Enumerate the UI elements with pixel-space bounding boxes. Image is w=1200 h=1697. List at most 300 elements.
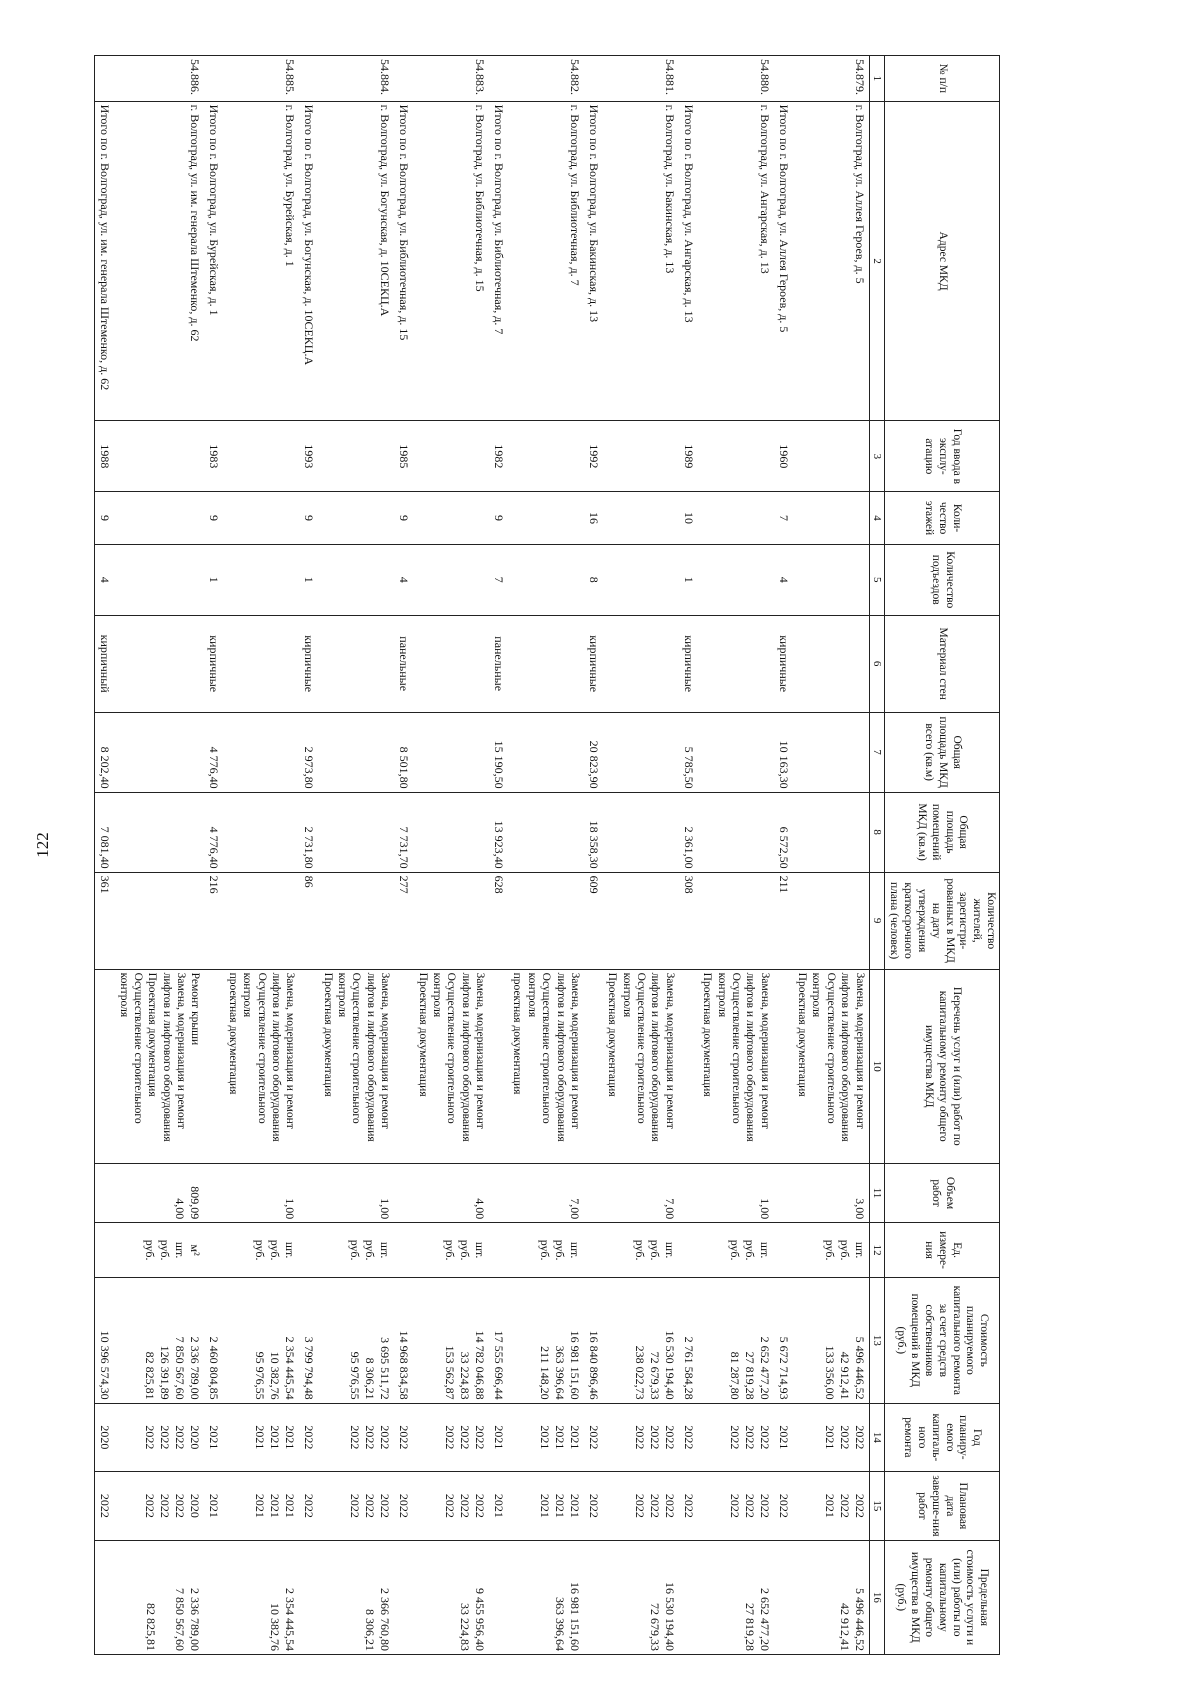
wall-material: [413, 615, 489, 712]
total-cost: 17 555 696,44: [489, 1278, 508, 1404]
work-cost-cell: [318, 1278, 394, 1404]
repair-year: 2022: [584, 1403, 603, 1472]
limit-cost-cell: [793, 1540, 869, 1654]
resident-count: [603, 872, 679, 969]
unit: [394, 1223, 413, 1278]
limit-cost: 82 825,81: [144, 1603, 159, 1651]
limit-cost: 8 306,21: [363, 1609, 378, 1651]
repair-year: 2022: [679, 1403, 698, 1472]
total-row: [299, 56, 318, 1655]
entrance-count: 1: [679, 544, 698, 615]
work-volume: [444, 1167, 458, 1219]
row-number: 54.883.: [413, 56, 489, 102]
building-address: г. Волгоград, ул. Ангарская, д. 13: [698, 101, 774, 421]
work-item: Проектная документация: [701, 972, 714, 1097]
work-volume-cell: [224, 1163, 300, 1222]
unit: шт.: [283, 1241, 298, 1259]
limit-cost: [679, 1540, 698, 1654]
work-cost: 211 148,20: [538, 1346, 552, 1400]
column-header: Плановая дата заверше-ния работ: [884, 1472, 999, 1541]
repair-year: 2022: [443, 1425, 458, 1450]
work-volume: [824, 1167, 838, 1219]
unit: руб.: [348, 1239, 363, 1261]
work-item: Замена, модернизация и ремонт лифтов и лифтового оборудования: [649, 972, 676, 1142]
limit-cost: [205, 1540, 224, 1654]
page-number: 122: [33, 832, 52, 858]
wall-material: кирпичный: [95, 615, 115, 712]
total-address: Итого по г. Волгоград, ул. Богунская, д. 10СЕКЦ.А: [299, 101, 318, 421]
commissioning-year: 1989: [679, 421, 698, 492]
building-row: [318, 56, 394, 1655]
limit-cost: [633, 1544, 647, 1651]
work-volume-cell: [114, 1163, 204, 1222]
resident-count: 277: [394, 872, 413, 969]
column-number: 11: [869, 1163, 884, 1222]
entrance-count: 1: [299, 544, 318, 615]
resident-count: [793, 872, 869, 969]
building-row: [114, 56, 204, 1655]
wall-material: кирпичные: [299, 615, 318, 712]
commissioning-year: [224, 421, 300, 492]
total-cost: 16 840 896,46: [584, 1278, 603, 1404]
limit-cost-cell: [224, 1540, 300, 1654]
total-row: [394, 56, 413, 1655]
repair-year: 2022: [757, 1425, 772, 1450]
repair-year: 2021: [553, 1425, 567, 1450]
work-volume: [268, 1167, 282, 1219]
completion-date: 2022: [378, 1493, 393, 1518]
completion-date: 2022: [632, 1493, 647, 1518]
building-address: г. Волгоград, ул. Аллея Героев, д. 5: [793, 101, 869, 421]
unit: [489, 1223, 508, 1278]
entrance-count: [318, 544, 394, 615]
commissioning-year: 1982: [489, 421, 508, 492]
building-row: [793, 56, 869, 1655]
unit: руб.: [742, 1239, 757, 1261]
limit-cost: [584, 1540, 603, 1654]
column-number: 15: [869, 1472, 884, 1541]
wall-material: [698, 615, 774, 712]
entrance-count: 8: [584, 544, 603, 615]
work-volume: [363, 1167, 377, 1219]
row-number: [394, 56, 413, 102]
limit-cost: 10 382,76: [268, 1603, 283, 1651]
total-address: Итого по г. Волгоград, ул. Бурейская, д. 1: [205, 101, 224, 421]
rooms-area: 2 361,00: [679, 792, 698, 872]
wall-material: [508, 615, 584, 712]
work-item: Ремонт крыши: [189, 972, 202, 1046]
completion-date: 2022: [647, 1493, 662, 1518]
rooms-area: [413, 792, 489, 872]
column-header: Стоимость планируемого капитального ремонта за счет средств собственников помещений в МКД (руб.): [884, 1278, 999, 1404]
column-header: Перечень услуг и (или) работ по капитальному ремонту общего имущества МКД: [884, 969, 999, 1163]
building-row: [224, 56, 300, 1655]
limit-cost: 2 366 760,80: [378, 1588, 393, 1651]
completion-date: 2022: [348, 1493, 363, 1518]
floor-count: 10: [679, 492, 698, 545]
floor-count: 9: [394, 492, 413, 545]
building-address: г. Волгоград, ул. Библиотечная, д. 15: [413, 101, 489, 421]
completion-date: 2022: [143, 1493, 158, 1518]
unit: руб.: [632, 1239, 647, 1261]
work-volume: [458, 1167, 472, 1219]
work-cost: 16 981 151,60: [568, 1330, 582, 1400]
completion-date-cell: [114, 1472, 204, 1541]
floor-count: [508, 492, 584, 545]
total-area: [603, 712, 679, 792]
column-header: Год планиру-емого капиталь-ного ремонта: [884, 1403, 999, 1472]
work-cost: 2 652 477,20: [757, 1336, 772, 1400]
work-item: Замена, модернизация и ремонт лифтов и лифтового оборудования: [459, 972, 487, 1142]
row-number: [679, 56, 698, 102]
work-volume-cell: [318, 1163, 394, 1222]
entrance-count: [603, 544, 679, 615]
repair-year: 2020: [188, 1425, 203, 1450]
completion-date: 2022: [394, 1472, 413, 1541]
column-header: Материал стен: [884, 615, 999, 712]
limit-cost: 2 652 477,20: [757, 1588, 772, 1651]
entrance-count: [114, 544, 204, 615]
work-item-cell: [603, 969, 679, 1163]
work-item: Проектная документация: [146, 972, 159, 1097]
completion-date-cell: [698, 1472, 774, 1541]
wall-material: панельные: [489, 615, 508, 712]
wall-material: кирпичные: [774, 615, 793, 712]
rooms-area: [508, 792, 584, 872]
completion-date-cell: [413, 1472, 489, 1541]
completion-date: 2022: [363, 1493, 378, 1518]
work-list: [95, 969, 115, 1163]
floor-count: [793, 492, 869, 545]
work-cost: 81 287,80: [727, 1351, 742, 1400]
column-number: 5: [869, 544, 884, 615]
resident-count: 308: [679, 872, 698, 969]
work-volume: [774, 1163, 793, 1222]
repair-year-cell: [603, 1403, 679, 1472]
column-number: 12: [869, 1223, 884, 1278]
wall-material: кирпичные: [679, 615, 698, 712]
repair-year: 2022: [394, 1403, 413, 1472]
work-cost: 5 496 446,52: [852, 1336, 867, 1400]
column-header: Ед. измере-ния: [884, 1223, 999, 1278]
completion-date: 2022: [443, 1493, 458, 1518]
total-row: [679, 56, 698, 1655]
work-item: Замена, модернизация и ремонт лифтов и лифтового оборудования: [160, 972, 188, 1142]
column-header: Объем работ: [884, 1163, 999, 1222]
unit-cell: [508, 1223, 584, 1278]
wall-material: [603, 615, 679, 712]
limit-cost-cell: [603, 1540, 679, 1654]
work-cost: 126 391,89: [158, 1345, 173, 1400]
work-list: [584, 969, 603, 1163]
work-volume: [648, 1167, 662, 1219]
floor-count: 9: [205, 492, 224, 545]
unit: [95, 1223, 115, 1278]
building-row: [603, 56, 679, 1655]
commissioning-year: [508, 421, 584, 492]
commissioning-year: 1992: [584, 421, 603, 492]
completion-date: 2022: [774, 1472, 793, 1541]
work-volume: [394, 1163, 413, 1222]
work-list: [205, 969, 224, 1163]
repair-year-cell: [793, 1403, 869, 1472]
commissioning-year: [603, 421, 679, 492]
limit-cost: 72 679,33: [647, 1603, 662, 1651]
rooms-area: 2 731,80: [299, 792, 318, 872]
commissioning-year: 1985: [394, 421, 413, 492]
total-area: [793, 712, 869, 792]
column-number: 8: [869, 792, 884, 872]
limit-cost: 9 455 956,40: [473, 1588, 488, 1651]
column-header: № п/п: [884, 56, 999, 102]
repair-plan-table: [0, 55, 1000, 1655]
floor-count: 9: [95, 492, 115, 545]
work-cost: 238 022,73: [632, 1345, 647, 1400]
commissioning-year: 1988: [95, 421, 115, 492]
floor-count: [413, 492, 489, 545]
total-area: [698, 712, 774, 792]
repair-year: 2022: [143, 1425, 158, 1450]
work-volume: 7,00: [568, 1198, 582, 1220]
work-item-cell: [318, 969, 394, 1163]
work-item: Проектная документация: [606, 972, 619, 1097]
repair-year: 2022: [158, 1425, 173, 1450]
column-numbers-row: [869, 56, 884, 1655]
resident-count: 628: [489, 872, 508, 969]
repair-year: 2021: [268, 1425, 283, 1450]
entrance-count: 4: [774, 544, 793, 615]
resident-count: 211: [774, 872, 793, 969]
building-address: г. Волгоград, ул. Богунская, д. 10СЕКЦ.А: [318, 101, 394, 421]
repair-year: 2021: [205, 1403, 224, 1472]
repair-year: 2022: [647, 1425, 662, 1450]
total-area: [318, 712, 394, 792]
work-item: Замена, модернизация и ремонт лифтов и лифтового оборудования: [364, 972, 392, 1142]
total-cost: 3 799 794,48: [299, 1278, 318, 1404]
total-cost: 2 761 584,28: [679, 1278, 698, 1404]
limit-cost: 2 354 445,54: [283, 1588, 298, 1651]
repair-year: 2022: [852, 1425, 867, 1450]
total-area: [413, 712, 489, 792]
work-cost-cell: [114, 1278, 204, 1404]
column-number: 6: [869, 615, 884, 712]
work-cost-cell: [793, 1278, 869, 1404]
column-header: Общая площадь помещений МКД (кв.м): [884, 792, 999, 872]
completion-date: 2022: [757, 1493, 772, 1518]
work-item: проектная документация: [226, 972, 239, 1095]
work-cost: 16 530 194,40: [662, 1330, 677, 1400]
unit: шт.: [757, 1241, 772, 1259]
unit: руб.: [443, 1239, 458, 1261]
work-cost: 95 976,55: [253, 1351, 268, 1400]
work-volume: 7,00: [662, 1198, 677, 1220]
limit-cost: 16 530 194,40: [662, 1582, 677, 1651]
entrance-count: [508, 544, 584, 615]
work-cost: 3 695 511,72: [378, 1337, 393, 1400]
floor-count: 9: [299, 492, 318, 545]
repair-year: 2022: [632, 1425, 647, 1450]
rooms-area: 7 731,70: [394, 792, 413, 872]
rooms-area: 6 572,50: [774, 792, 793, 872]
column-header: Предельная стоимость услуги и (или) работы по капитальному ремонту общего имущества в МКД (руб.): [884, 1540, 999, 1654]
total-address: Итого по г. Волгоград, ул. Бакинская, д. 13: [584, 101, 603, 421]
work-volume: [743, 1167, 757, 1219]
work-item: Замена, модернизация и ремонт лифтов и лифтового оборудования: [839, 972, 866, 1142]
work-list: [299, 969, 318, 1163]
total-row: [489, 56, 508, 1655]
row-number: 54.886.: [114, 56, 204, 102]
work-cost-cell: [603, 1278, 679, 1404]
work-cost: 153 562,87: [443, 1345, 458, 1400]
work-volume: [489, 1163, 508, 1222]
completion-date: 2021: [489, 1472, 508, 1541]
work-item: проектная документация: [511, 972, 524, 1095]
unit: руб.: [837, 1239, 852, 1261]
limit-cost: [443, 1544, 457, 1651]
repair-year: 2022: [363, 1425, 378, 1450]
floor-count: [603, 492, 679, 545]
completion-date: 2021: [205, 1472, 224, 1541]
unit: [679, 1223, 698, 1278]
repair-year: 2022: [458, 1425, 473, 1450]
total-area: 2 973,80: [299, 712, 318, 792]
work-cost: 363 396,64: [553, 1345, 567, 1400]
entrance-count: 7: [489, 544, 508, 615]
completion-date: 2022: [852, 1493, 867, 1518]
completion-date: 2022: [473, 1493, 488, 1518]
work-cost: 14 782 046,88: [473, 1330, 488, 1400]
work-cost-cell: [508, 1278, 584, 1404]
work-volume: [539, 1167, 553, 1219]
building-address: г. Волгоград, ул. Бурейская, д. 1: [224, 101, 300, 421]
row-number: [299, 56, 318, 102]
completion-date: 2021: [822, 1493, 837, 1518]
repair-year: 2022: [348, 1425, 363, 1450]
column-number: 13: [869, 1278, 884, 1404]
repair-year: 2020: [95, 1403, 115, 1472]
work-item: Осуществление строительного контроля: [241, 972, 268, 1124]
unit-cell: [413, 1223, 489, 1278]
work-cost: 8 306,21: [363, 1357, 378, 1400]
total-address: Итого по г. Волгоград, ул. им. генерала Штеменко, д. 62: [95, 101, 115, 421]
unit: руб.: [553, 1239, 567, 1261]
rooms-area: [114, 792, 204, 872]
wall-material: кирпичные: [584, 615, 603, 712]
work-cost: 2 354 445,54: [283, 1336, 298, 1400]
total-area: [114, 712, 204, 792]
column-header: Количество подъездов: [884, 544, 999, 615]
row-number: 54.884.: [318, 56, 394, 102]
resident-count: 361: [95, 872, 115, 969]
rooms-area: [698, 792, 774, 872]
column-number: 9: [869, 872, 884, 969]
commissioning-year: [698, 421, 774, 492]
limit-cost-cell: [508, 1540, 584, 1654]
work-volume-cell: [698, 1163, 774, 1222]
total-area: 15 190,50: [489, 712, 508, 792]
floor-count: [114, 492, 204, 545]
work-item-cell: [698, 969, 774, 1163]
floor-count: [318, 492, 394, 545]
repair-year: 2021: [489, 1403, 508, 1472]
repair-year: 2021: [538, 1425, 552, 1450]
resident-count: [413, 872, 489, 969]
completion-date: 2022: [158, 1493, 173, 1518]
total-address: Итого по г. Волгоград, ул. Библиотечная, д. 15: [394, 101, 413, 421]
repair-year: 2021: [822, 1425, 837, 1450]
commissioning-year: 1960: [774, 421, 793, 492]
repair-year: 2021: [568, 1425, 582, 1450]
total-cost: 14 968 834,58: [394, 1278, 413, 1404]
total-cost: 5 672 714,93: [774, 1278, 793, 1404]
work-item-cell: [508, 969, 584, 1163]
building-address: г. Волгоград, ул. им. генерала Штеменко, д. 62: [114, 101, 204, 421]
column-header: Коли-чество этажей: [884, 492, 999, 545]
repair-year: 2022: [299, 1403, 318, 1472]
resident-count: [224, 872, 300, 969]
completion-date-cell: [318, 1472, 394, 1541]
repair-year: 2022: [173, 1425, 188, 1450]
completion-date: 2022: [837, 1493, 852, 1518]
work-volume: 4,00: [173, 1198, 188, 1220]
repair-year-cell: [318, 1403, 394, 1472]
completion-date: 2022: [727, 1493, 742, 1518]
work-cost: 7 850 567,60: [173, 1336, 188, 1400]
work-item: Осуществление строительного контроля: [431, 972, 458, 1124]
work-volume: 1,00: [283, 1198, 298, 1220]
work-item-cell: [114, 969, 204, 1163]
work-item: Осуществление строительного контроля: [117, 972, 144, 1124]
total-row: [95, 56, 115, 1655]
wall-material: панельные: [394, 615, 413, 712]
floor-count: 9: [489, 492, 508, 545]
work-list: [489, 969, 508, 1163]
commissioning-year: [793, 421, 869, 492]
repair-year-cell: [114, 1403, 204, 1472]
total-address: Итого по г. Волгоград, ул. Ангарская, д. 13: [679, 101, 698, 421]
commissioning-year: 1993: [299, 421, 318, 492]
resident-count: [508, 872, 584, 969]
work-volume: 4,00: [473, 1198, 488, 1220]
unit: руб.: [363, 1239, 378, 1261]
rooms-area: [318, 792, 394, 872]
total-area: [508, 712, 584, 792]
work-volume: 809,09: [188, 1186, 203, 1220]
limit-cost: 363 396,64: [553, 1597, 567, 1651]
limit-cost: 42 912,41: [837, 1603, 852, 1651]
row-number: 54.881.: [603, 56, 679, 102]
unit: руб.: [268, 1239, 283, 1261]
work-volume: [679, 1163, 698, 1222]
total-area: 20 823,90: [584, 712, 603, 792]
limit-cost: 33 224,83: [458, 1603, 473, 1651]
unit: руб.: [143, 1239, 158, 1261]
total-area: 8 501,80: [394, 712, 413, 792]
building-row: [413, 56, 489, 1655]
work-item: Осуществление строительного контроля: [810, 972, 837, 1124]
wall-material: кирпичные: [205, 615, 224, 712]
repair-year: 2022: [727, 1425, 742, 1450]
unit: руб.: [727, 1239, 742, 1261]
total-row: [774, 56, 793, 1655]
repair-year-cell: [508, 1403, 584, 1472]
completion-date: 2022: [95, 1472, 115, 1541]
completion-date: 2020: [188, 1493, 203, 1518]
column-header: Год ввода в эксплу-атацию: [884, 421, 999, 492]
work-item: Осуществление строительного контроля: [715, 972, 742, 1124]
work-volume: [584, 1163, 603, 1222]
limit-cost: [348, 1544, 362, 1651]
